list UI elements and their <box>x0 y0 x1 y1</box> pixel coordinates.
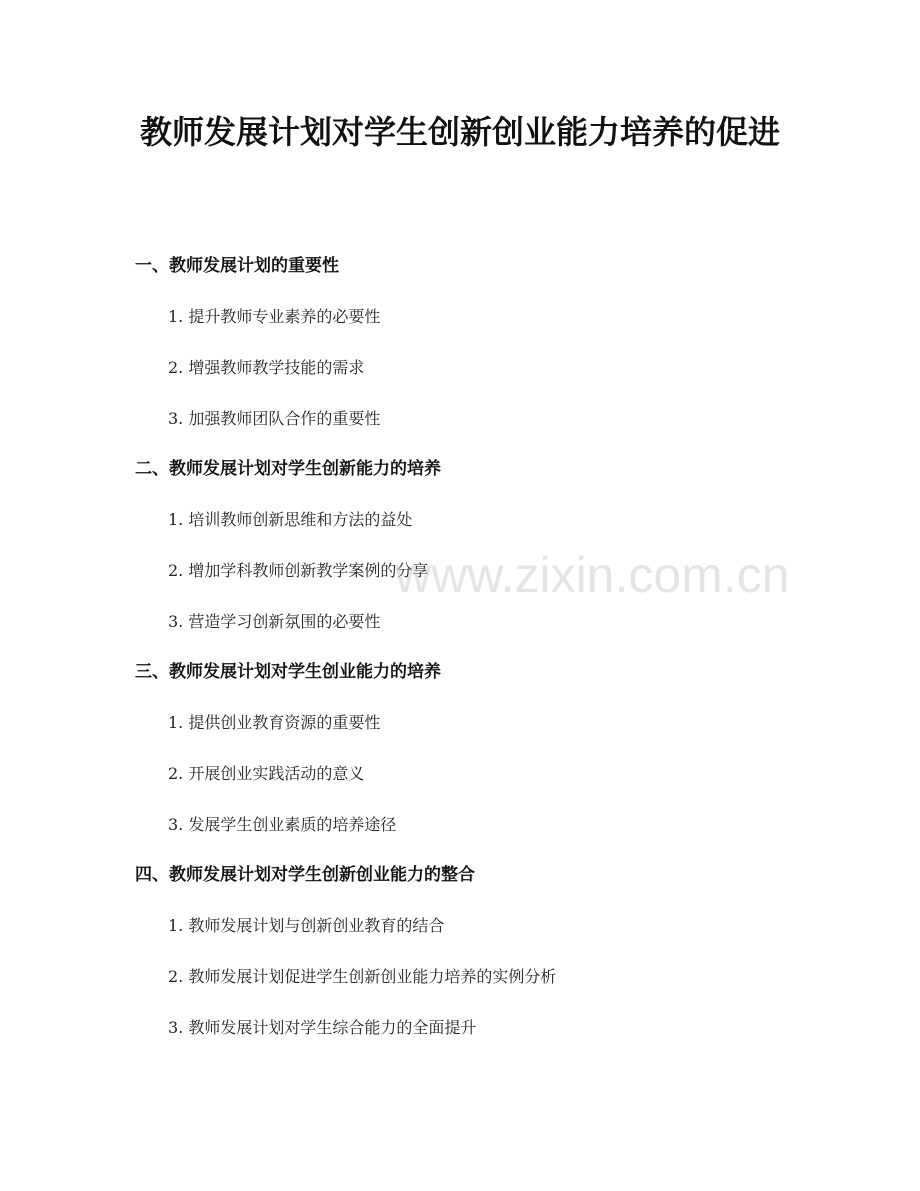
watermark: www.zixin.com.cn <box>395 547 790 603</box>
section-3 <box>135 659 835 838</box>
list-item: 2. 教师发展计划促进学生创新创业能力培养的实例分析 <box>168 967 557 986</box>
list-item: 1. 提升教师专业素养的必要性 <box>168 307 381 326</box>
document-title: 教师发展计划对学生创新创业能力培养的促进 <box>139 113 780 151</box>
section-item-list <box>135 304 835 432</box>
section-1 <box>135 253 835 432</box>
list-item: 2. 增强教师教学技能的需求 <box>168 358 365 377</box>
list-item: 3. 教师发展计划对学生综合能力的全面提升 <box>168 1018 477 1037</box>
list-item: 2. 增加学科教师创新教学案例的分享 <box>168 561 429 580</box>
section-heading: 二、教师发展计划对学生创新能力的培养 <box>135 459 441 479</box>
section-item-list <box>135 913 835 1041</box>
section-2 <box>135 456 835 635</box>
list-item: 3. 发展学生创业素质的培养途径 <box>168 815 397 834</box>
section-heading: 一、教师发展计划的重要性 <box>135 256 339 276</box>
section-item-list <box>135 507 835 635</box>
list-item: 1. 提供创业教育资源的重要性 <box>168 713 381 732</box>
list-item: 1. 培训教师创新思维和方法的益处 <box>168 510 413 529</box>
list-item: 1. 教师发展计划与创新创业教育的结合 <box>168 916 445 935</box>
section-item-list <box>135 710 835 838</box>
list-item: 3. 营造学习创新氛围的必要性 <box>168 612 381 631</box>
list-item: 3. 加强教师团队合作的重要性 <box>168 409 381 428</box>
list-item: 2. 开展创业实践活动的意义 <box>168 764 365 783</box>
section-heading: 三、教师发展计划对学生创业能力的培养 <box>135 662 441 682</box>
section-heading: 四、教师发展计划对学生创新创业能力的整合 <box>135 865 475 885</box>
section-4 <box>135 862 835 1041</box>
